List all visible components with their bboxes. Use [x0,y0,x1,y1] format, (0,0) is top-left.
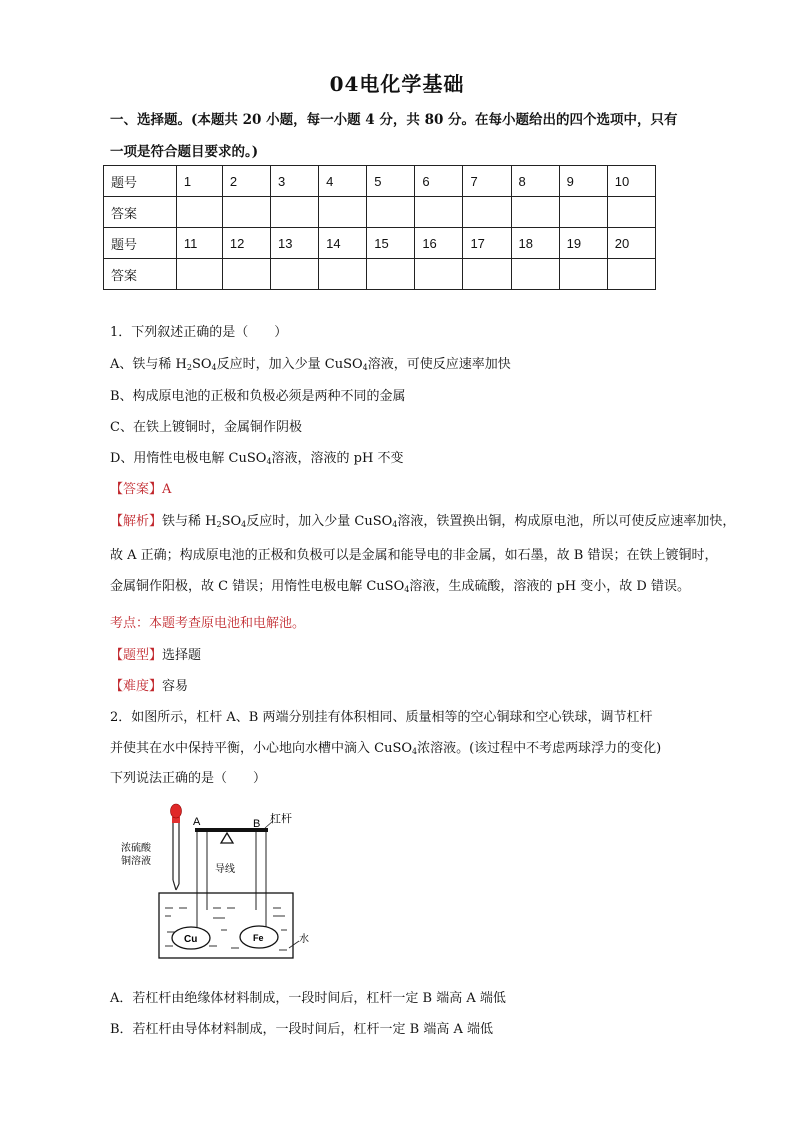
table-row [104,197,656,228]
table-cell[interactable] [559,259,607,290]
lever-apparatus-figure [113,800,313,970]
table-cell: 4 [319,166,367,197]
table-cell: 8 [511,166,559,197]
table-cell: 7 [463,166,511,197]
q1-stem: 1．下列叙述正确的是（ ） [110,325,288,340]
label-fe: Fe [253,933,264,943]
page-title: 04电化学基础 [329,72,465,96]
table-cell: 5 [367,166,415,197]
table-cell: 6 [415,166,463,197]
q2-stem-line2: 并使其在水中保持平衡，小心地向水槽中滴入 CuSO$_4$浓溶液。(该过程中不考虑两球浮力的变化) [110,741,662,756]
q1-difficulty: 【难度】容易 [110,679,189,694]
table-cell[interactable] [319,197,367,228]
table-cell[interactable] [511,259,559,290]
table-cell: 15 [367,228,415,259]
table-cell[interactable] [271,197,319,228]
table-cell: 2 [222,166,270,197]
q1-option-b: B、构成原电池的正极和负极必须是两种不同的金属 [110,389,406,404]
table-cell: 答案 [104,197,177,228]
table-cell[interactable] [511,197,559,228]
table-cell: 16 [415,228,463,259]
table-cell: 题号 [104,228,177,259]
table-cell: 9 [559,166,607,197]
table-row [104,228,656,259]
q2-option-a: A．若杠杆由绝缘体材料制成，一段时间后，杠杆一定 B 端高 A 端低 [110,991,506,1006]
q2-stem-line3: 下列说法正确的是（ ） [110,771,267,786]
table-cell: 12 [222,228,270,259]
table-cell: 答案 [104,259,177,290]
table-cell[interactable] [176,197,222,228]
section-heading-line2: 一项是符合题目要求的。) [110,144,259,160]
q1-analysis-line3: 金属铜作阳极，故 C 错误；用惰性电极电解 CuSO$_4$溶液，生成硫酸，溶液的 pH 变小，故 D 错误。 [110,579,690,594]
table-cell[interactable] [222,197,270,228]
section-heading-line1: 一、选择题。(本题共 20 小题，每一小题 4 分，共 80 分。在每小题给出的四个选项中，只有 [110,112,678,128]
q1-type: 【题型】选择题 [110,648,202,663]
q2-option-b: B．若杠杆由导体材料制成，一段时间后，杠杆一定 B 端高 A 端低 [110,1022,494,1037]
table-cell: 10 [607,166,655,197]
table-cell: 13 [271,228,319,259]
table-cell: 1 [176,166,222,197]
table-cell[interactable] [415,259,463,290]
table-cell: 3 [271,166,319,197]
table-cell[interactable] [319,259,367,290]
table-cell[interactable] [607,259,655,290]
label-wire: 导线 [215,864,235,875]
q1-option-c: C、在铁上镀铜时，金属铜作阴极 [110,420,302,435]
table-cell[interactable] [607,197,655,228]
label-solution-1: 浓硫酸 [121,843,151,854]
table-cell[interactable] [271,259,319,290]
table-cell[interactable] [559,197,607,228]
table-cell[interactable] [176,259,222,290]
water-tank [159,893,293,958]
table-cell: 19 [559,228,607,259]
dropper-bulb [171,804,182,818]
table-cell: 17 [463,228,511,259]
q1-analysis-line2: 故 A 正确；构成原电池的正极和负极可以是金属和能导电的非金属，如石墨，故 B 错误；在铁上镀铜时， [110,548,718,563]
q1-option-a: A、铁与稀 $H_2SO_4$反应时，加入少量 CuSO$_4$溶液，可使反应速率加快 [110,357,511,372]
table-cell[interactable] [463,197,511,228]
table-cell[interactable] [222,259,270,290]
label-solution-2: 铜溶液 [121,856,151,867]
table-cell[interactable] [367,197,415,228]
table-cell[interactable] [415,197,463,228]
label-b: B [253,818,261,830]
table-cell: 题号 [104,166,177,197]
table-cell: 14 [319,228,367,259]
q1-answer: 【答案】A [110,482,172,497]
answer-table [103,165,656,290]
label-water: 水 [299,934,309,945]
table-cell: 11 [176,228,222,259]
table-cell[interactable] [367,259,415,290]
table-row [104,166,656,197]
label-cu: Cu [184,934,198,945]
q2-stem-line1: 2．如图所示，杠杆 A、B 两端分别挂有体积相同、质量相等的空心铜球和空心铁球，调节杠杆 [110,710,653,725]
table-cell: 20 [607,228,655,259]
q1-option-d: D、用惰性电极电解 CuSO$_4$溶液，溶液的 pH 不变 [110,451,404,466]
q1-kaodian: 考点：本题考查原电池和电解池。 [110,616,306,631]
table-row [104,259,656,290]
table-cell[interactable] [463,259,511,290]
table-cell: 18 [511,228,559,259]
q1-analysis-line1: 【解析】铁与稀 $H_2SO_4$反应时，加入少量 CuSO$_4$溶液，铁置换出铜，构成原电池，所以可使反应速率加快， [110,514,736,529]
label-lever: 杠杆 [270,812,292,825]
label-a: A [193,816,201,828]
fulcrum [221,833,233,843]
